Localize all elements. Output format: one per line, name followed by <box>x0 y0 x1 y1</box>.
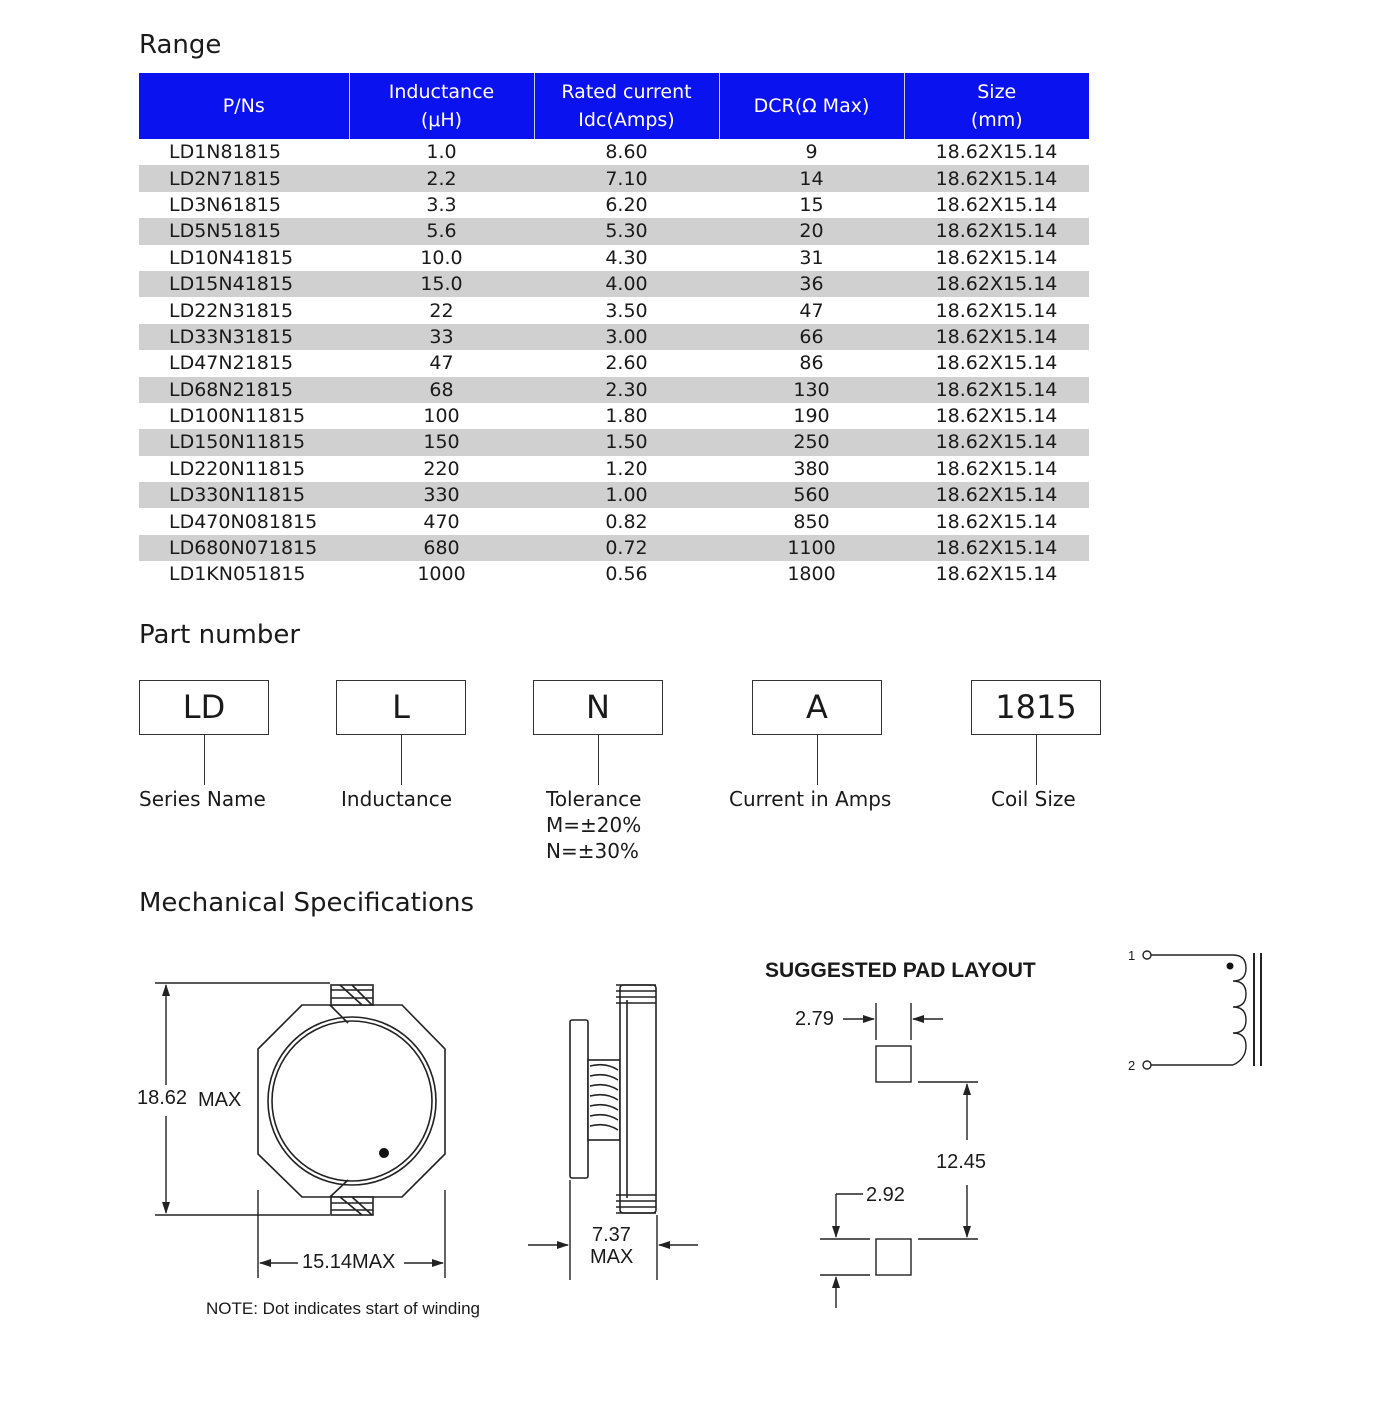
cell-dcr: 560 <box>719 482 904 508</box>
cell-size: 18.62X15.14 <box>935 246 1058 269</box>
cell-dcr: 86 <box>799 352 824 375</box>
pn-label-current: Current in Amps <box>729 787 892 811</box>
cell-dcr: 66 <box>719 324 904 350</box>
mechanical-title: Mechanical Specifications <box>139 888 475 918</box>
header-rated-current: Rated current Idc(Amps) <box>534 73 719 139</box>
cell-dcr: 380 <box>793 457 830 480</box>
cell-pn: LD68N21815 <box>139 377 349 403</box>
cell-size: 18.62X15.14 <box>935 457 1058 480</box>
cell-pn: LD1KN051815 <box>169 563 306 586</box>
cell-size: 18.62X15.14 <box>935 141 1058 164</box>
cell-current: 4.30 <box>605 246 648 269</box>
cell-inductance: 1000 <box>417 563 466 586</box>
cell-inductance: 1.0 <box>426 141 457 164</box>
cell-dcr: 1800 <box>787 563 836 586</box>
cell-dcr: 130 <box>719 377 904 403</box>
width-dim-label: 15.14MAX <box>302 1251 396 1273</box>
pn-label-series: Series Name <box>139 787 266 811</box>
pad-pitch-label: 12.45 <box>936 1151 987 1173</box>
pn-tolerance-option: N=±30% <box>546 839 639 863</box>
cell-pn: LD680N071815 <box>139 535 349 561</box>
cell-dcr: 250 <box>719 429 904 455</box>
schematic-dot <box>1227 963 1234 970</box>
cell-inductance: 10.0 <box>420 246 463 269</box>
cell-size: 18.62X15.14 <box>904 165 1089 191</box>
cell-dcr: 31 <box>799 246 824 269</box>
cell-current: 2.60 <box>605 352 648 375</box>
pn-code-series: LD <box>139 680 269 735</box>
cell-size: 18.62X15.14 <box>935 563 1058 586</box>
cell-inductance: 100 <box>423 405 460 428</box>
pad-top <box>876 1046 911 1082</box>
cell-size: 18.62X15.14 <box>904 429 1089 455</box>
depth-dim-label: 7.37 <box>592 1224 631 1246</box>
cell-pn: LD15N41815 <box>139 271 349 297</box>
cell-size: 18.62X15.14 <box>904 482 1089 508</box>
cell-inductance: 33 <box>349 324 534 350</box>
pn-label-coil-size: Coil Size <box>991 787 1076 811</box>
cell-inductance: 22 <box>429 299 454 322</box>
cell-pn: LD47N21815 <box>169 352 294 375</box>
cell-inductance: 150 <box>349 429 534 455</box>
cell-current: 3.00 <box>534 324 719 350</box>
pad-length-label: 2.92 <box>866 1184 905 1206</box>
cell-pn: LD220N11815 <box>169 457 306 480</box>
cell-pn: LD5N51815 <box>139 218 349 244</box>
cell-pn: LD1N81815 <box>169 141 281 164</box>
cell-dcr: 20 <box>719 218 904 244</box>
cell-inductance: 3.3 <box>426 193 457 216</box>
cell-dcr: 9 <box>805 141 818 164</box>
header-pns: P/Ns <box>139 73 349 139</box>
depth-dim-unit: MAX <box>590 1246 634 1268</box>
cell-inductance: 68 <box>349 377 534 403</box>
cell-inductance: 330 <box>349 482 534 508</box>
cell-inductance: 680 <box>349 535 534 561</box>
cell-inductance: 47 <box>429 352 454 375</box>
height-dim-label: 18.62 <box>137 1087 188 1109</box>
range-title: Range <box>139 30 222 60</box>
pn-label-inductance: Inductance <box>341 787 453 811</box>
side-view <box>570 985 656 1213</box>
cell-current: 8.60 <box>605 141 648 164</box>
cell-size: 18.62X15.14 <box>935 299 1058 322</box>
cell-pn: LD3N61815 <box>169 193 281 216</box>
pad-layout-title: SUGGESTED PAD LAYOUT <box>765 959 1036 982</box>
cell-inductance: 470 <box>423 510 460 533</box>
cell-current: 6.20 <box>605 193 648 216</box>
pad-bottom <box>876 1239 911 1275</box>
height-dim-unit: MAX <box>198 1089 242 1111</box>
cell-size: 18.62X15.14 <box>935 352 1058 375</box>
cell-pn: LD22N31815 <box>169 299 294 322</box>
cell-current: 0.82 <box>605 510 648 533</box>
cell-size: 18.62X15.14 <box>935 405 1058 428</box>
cell-dcr: 1100 <box>719 535 904 561</box>
cell-pn: LD470N081815 <box>169 510 318 533</box>
part-number-title: Part number <box>139 620 301 650</box>
cell-inductance: 5.6 <box>349 218 534 244</box>
cell-size: 18.62X15.14 <box>904 377 1089 403</box>
cell-dcr: 850 <box>793 510 830 533</box>
cell-dcr: 15 <box>799 193 824 216</box>
cell-dcr: 190 <box>793 405 830 428</box>
header-dcr: DCR(Ω Max) <box>719 73 904 139</box>
cell-inductance: 2.2 <box>349 165 534 191</box>
schematic-pin1: 1 <box>1128 948 1136 963</box>
top-view <box>258 985 445 1215</box>
cell-current: 4.00 <box>534 271 719 297</box>
cell-inductance: 15.0 <box>349 271 534 297</box>
schematic-pin2: 2 <box>1128 1058 1136 1073</box>
cell-current: 5.30 <box>534 218 719 244</box>
pn-tolerance-option: M=±20% <box>546 813 642 837</box>
pn-code-coil-size: 1815 <box>971 680 1101 735</box>
cell-dcr: 36 <box>719 271 904 297</box>
pad-width-label: 2.79 <box>795 1008 834 1030</box>
pn-code-inductance: L <box>336 680 466 735</box>
cell-pn: LD33N31815 <box>139 324 349 350</box>
pn-code-tolerance: N <box>533 680 663 735</box>
cell-size: 18.62X15.14 <box>904 271 1089 297</box>
cell-dcr: 47 <box>799 299 824 322</box>
cell-pn: LD10N41815 <box>169 246 294 269</box>
header-size: Size (mm) <box>904 73 1089 139</box>
cell-size: 18.62X15.14 <box>935 510 1058 533</box>
cell-current: 1.00 <box>534 482 719 508</box>
cell-current: 1.80 <box>605 405 648 428</box>
cell-current: 1.20 <box>605 457 648 480</box>
winding-note: NOTE: Dot indicates start of winding <box>206 1299 481 1318</box>
cell-inductance: 220 <box>423 457 460 480</box>
cell-size: 18.62X15.14 <box>904 535 1089 561</box>
cell-pn: LD150N11815 <box>139 429 349 455</box>
cell-size: 18.62X15.14 <box>935 193 1058 216</box>
pn-label-tolerance: Tolerance <box>546 787 642 811</box>
cell-current: 2.30 <box>534 377 719 403</box>
cell-dcr: 14 <box>719 165 904 191</box>
cell-current: 7.10 <box>534 165 719 191</box>
cell-size: 18.62X15.14 <box>904 218 1089 244</box>
cell-size: 18.62X15.14 <box>904 324 1089 350</box>
cell-pn: LD100N11815 <box>169 405 306 428</box>
cell-current: 0.72 <box>534 535 719 561</box>
winding-start-dot <box>379 1148 389 1158</box>
cell-current: 1.50 <box>534 429 719 455</box>
cell-current: 3.50 <box>605 299 648 322</box>
cell-current: 0.56 <box>605 563 648 586</box>
cell-pn: LD2N71815 <box>139 165 349 191</box>
cell-pn: LD330N11815 <box>139 482 349 508</box>
pn-code-current: A <box>752 680 882 735</box>
header-inductance: Inductance (μH) <box>349 73 534 139</box>
schematic <box>1143 951 1261 1069</box>
